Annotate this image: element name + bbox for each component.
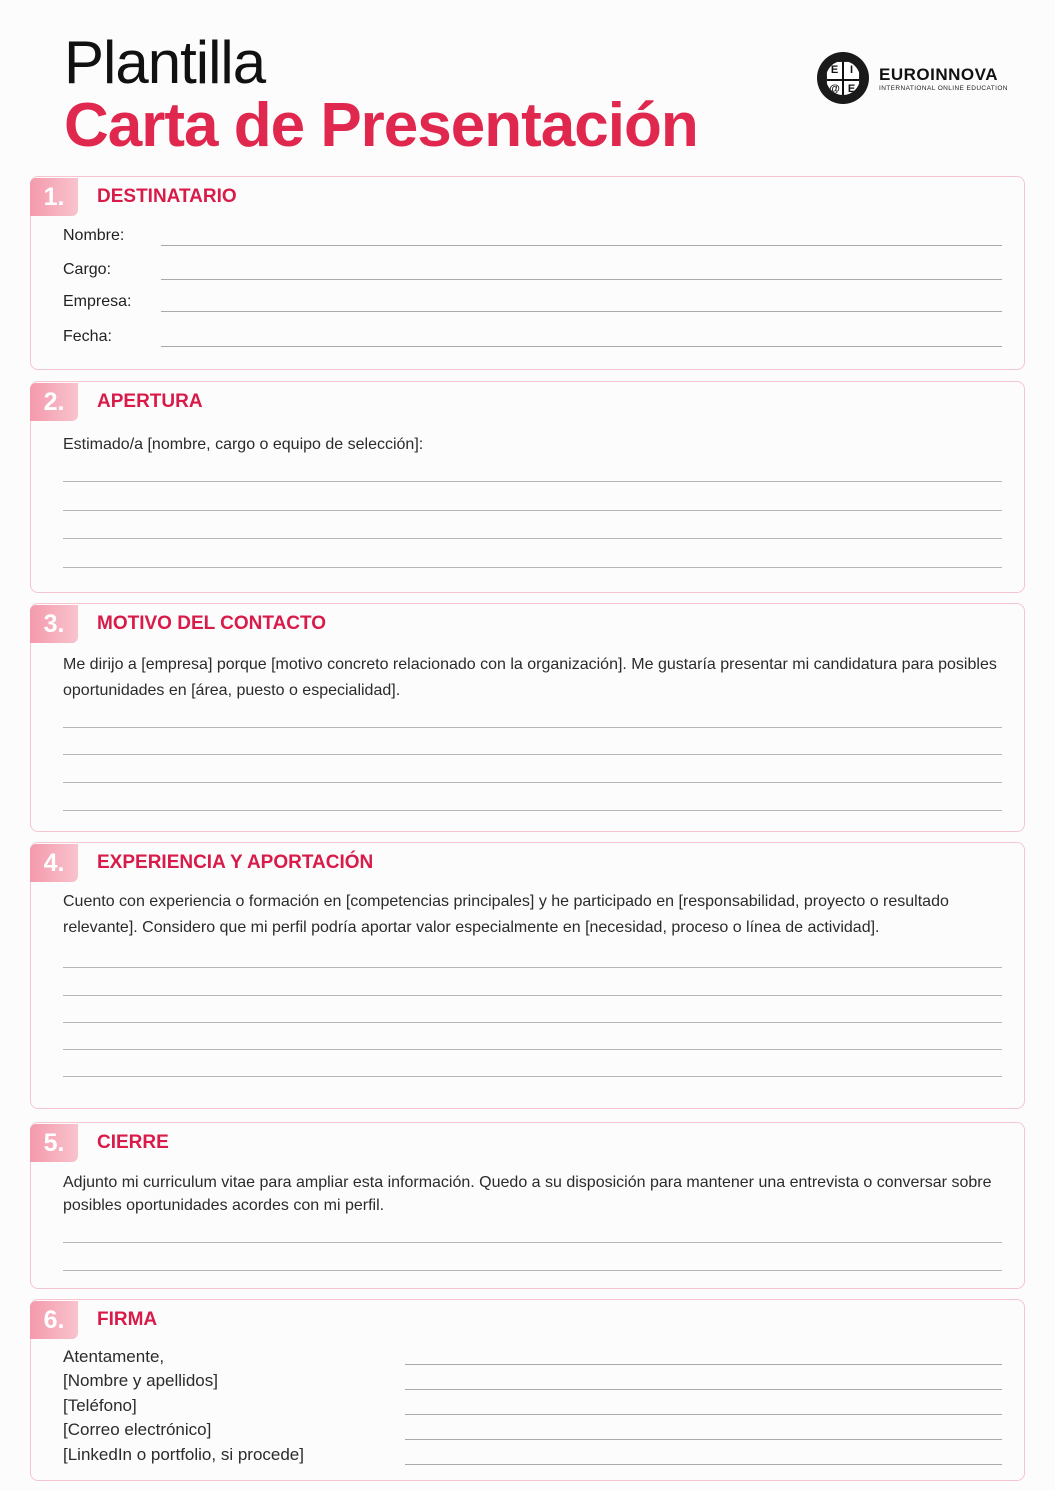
writing-line[interactable] bbox=[63, 1049, 1002, 1050]
section-destinatario bbox=[30, 176, 1025, 370]
signature-line[interactable] bbox=[405, 1364, 1002, 1365]
section-apertura bbox=[30, 381, 1025, 593]
writing-line[interactable] bbox=[63, 810, 1002, 811]
section-title: APERTURA bbox=[97, 391, 203, 412]
writing-line[interactable] bbox=[63, 727, 1002, 728]
title-plantilla: Plantilla bbox=[64, 29, 266, 96]
signature-closing: Atentamente, bbox=[63, 1347, 165, 1366]
writing-line[interactable] bbox=[63, 538, 1002, 539]
section-title: MOTIVO DEL CONTACTO bbox=[97, 613, 327, 634]
section-experiencia-aportacion bbox=[30, 842, 1025, 1109]
seal-icon bbox=[817, 52, 869, 104]
section-number-badge: 4. bbox=[30, 844, 78, 882]
writing-line[interactable] bbox=[63, 1242, 1002, 1243]
writing-line[interactable] bbox=[63, 481, 1002, 482]
input-line[interactable] bbox=[161, 245, 1002, 246]
field-empresa[interactable] bbox=[63, 293, 1002, 315]
section-number-badge: 1. bbox=[30, 178, 78, 216]
signature-line[interactable] bbox=[405, 1439, 1002, 1440]
field-cargo[interactable] bbox=[63, 261, 1002, 283]
signature-line[interactable] bbox=[405, 1389, 1002, 1390]
writing-line[interactable] bbox=[63, 782, 1002, 783]
field-label: Nombre: bbox=[63, 227, 125, 244]
seal-letter: @ bbox=[826, 80, 843, 95]
seal-letter: E bbox=[826, 61, 843, 80]
logo-brand: EUROINNOVA bbox=[879, 64, 998, 84]
title-carta-presentacion: Carta de Presentación bbox=[64, 91, 698, 160]
field-fecha[interactable] bbox=[63, 328, 1002, 350]
section-number-badge: 5. bbox=[30, 1124, 78, 1162]
field-label: Fecha: bbox=[63, 328, 112, 345]
section-cierre bbox=[30, 1122, 1025, 1289]
writing-line[interactable] bbox=[63, 995, 1002, 996]
signature-linkedin: [LinkedIn o portfolio, si procede] bbox=[63, 1445, 304, 1464]
input-line[interactable] bbox=[161, 279, 1002, 280]
section-title: EXPERIENCIA Y APORTACIÓN bbox=[97, 852, 374, 873]
writing-line[interactable] bbox=[63, 1076, 1002, 1077]
signature-email: [Correo electrónico] bbox=[63, 1420, 212, 1439]
writing-line[interactable] bbox=[63, 1270, 1002, 1271]
field-label: Cargo: bbox=[63, 261, 112, 278]
input-line[interactable] bbox=[161, 311, 1002, 312]
section-title: FIRMA bbox=[97, 1309, 158, 1330]
signature-phone: [Teléfono] bbox=[63, 1396, 137, 1415]
section-title: DESTINATARIO bbox=[97, 186, 237, 207]
section-firma bbox=[30, 1299, 1025, 1481]
seal-letter: I bbox=[843, 61, 860, 80]
field-nombre[interactable] bbox=[63, 227, 1002, 249]
section-number-badge: 2. bbox=[30, 383, 78, 421]
euroinnova-logo bbox=[817, 52, 1008, 104]
section-text: Cuento con experiencia o formación en [competencias principales] y he participado en [responsabilidad, proyecto o resultado relevante]. Considero que mi perfil podría aportar valor especialmente en [necesidad, proceso o línea de actividad]. bbox=[63, 893, 949, 936]
page-header bbox=[64, 29, 698, 160]
section-text: Me dirijo a [empresa] porque [motivo concreto relacionado con la organización]. Me gustaría presentar mi candidatura para posibles oportunidades en [área, puesto o especialidad]. bbox=[63, 656, 997, 699]
field-label: Empresa: bbox=[63, 293, 132, 310]
writing-line[interactable] bbox=[63, 510, 1002, 511]
section-text: Estimado/a [nombre, cargo o equipo de selección]: bbox=[63, 436, 424, 453]
signature-line[interactable] bbox=[405, 1464, 1002, 1465]
signature-line[interactable] bbox=[405, 1414, 1002, 1415]
writing-line[interactable] bbox=[63, 754, 1002, 755]
section-motivo-contacto bbox=[30, 603, 1025, 832]
writing-line[interactable] bbox=[63, 567, 1002, 568]
writing-line[interactable] bbox=[63, 967, 1002, 968]
signature-name: [Nombre y apellidos] bbox=[63, 1371, 218, 1390]
section-text: Adjunto mi curriculum vitae para ampliar esta información. Quedo a su disposición para mantener una entrevista o conversar sobre posibles oportunidades acordes con mi perfil. bbox=[63, 1174, 992, 1214]
writing-line[interactable] bbox=[63, 1022, 1002, 1023]
section-number-badge: 3. bbox=[30, 605, 78, 643]
seal-letter: E bbox=[843, 80, 860, 95]
section-title: CIERRE bbox=[97, 1132, 169, 1153]
section-number-badge: 6. bbox=[30, 1301, 78, 1339]
input-line[interactable] bbox=[161, 346, 1002, 347]
logo-tagline: INTERNATIONAL ONLINE EDUCATION bbox=[879, 84, 1008, 92]
